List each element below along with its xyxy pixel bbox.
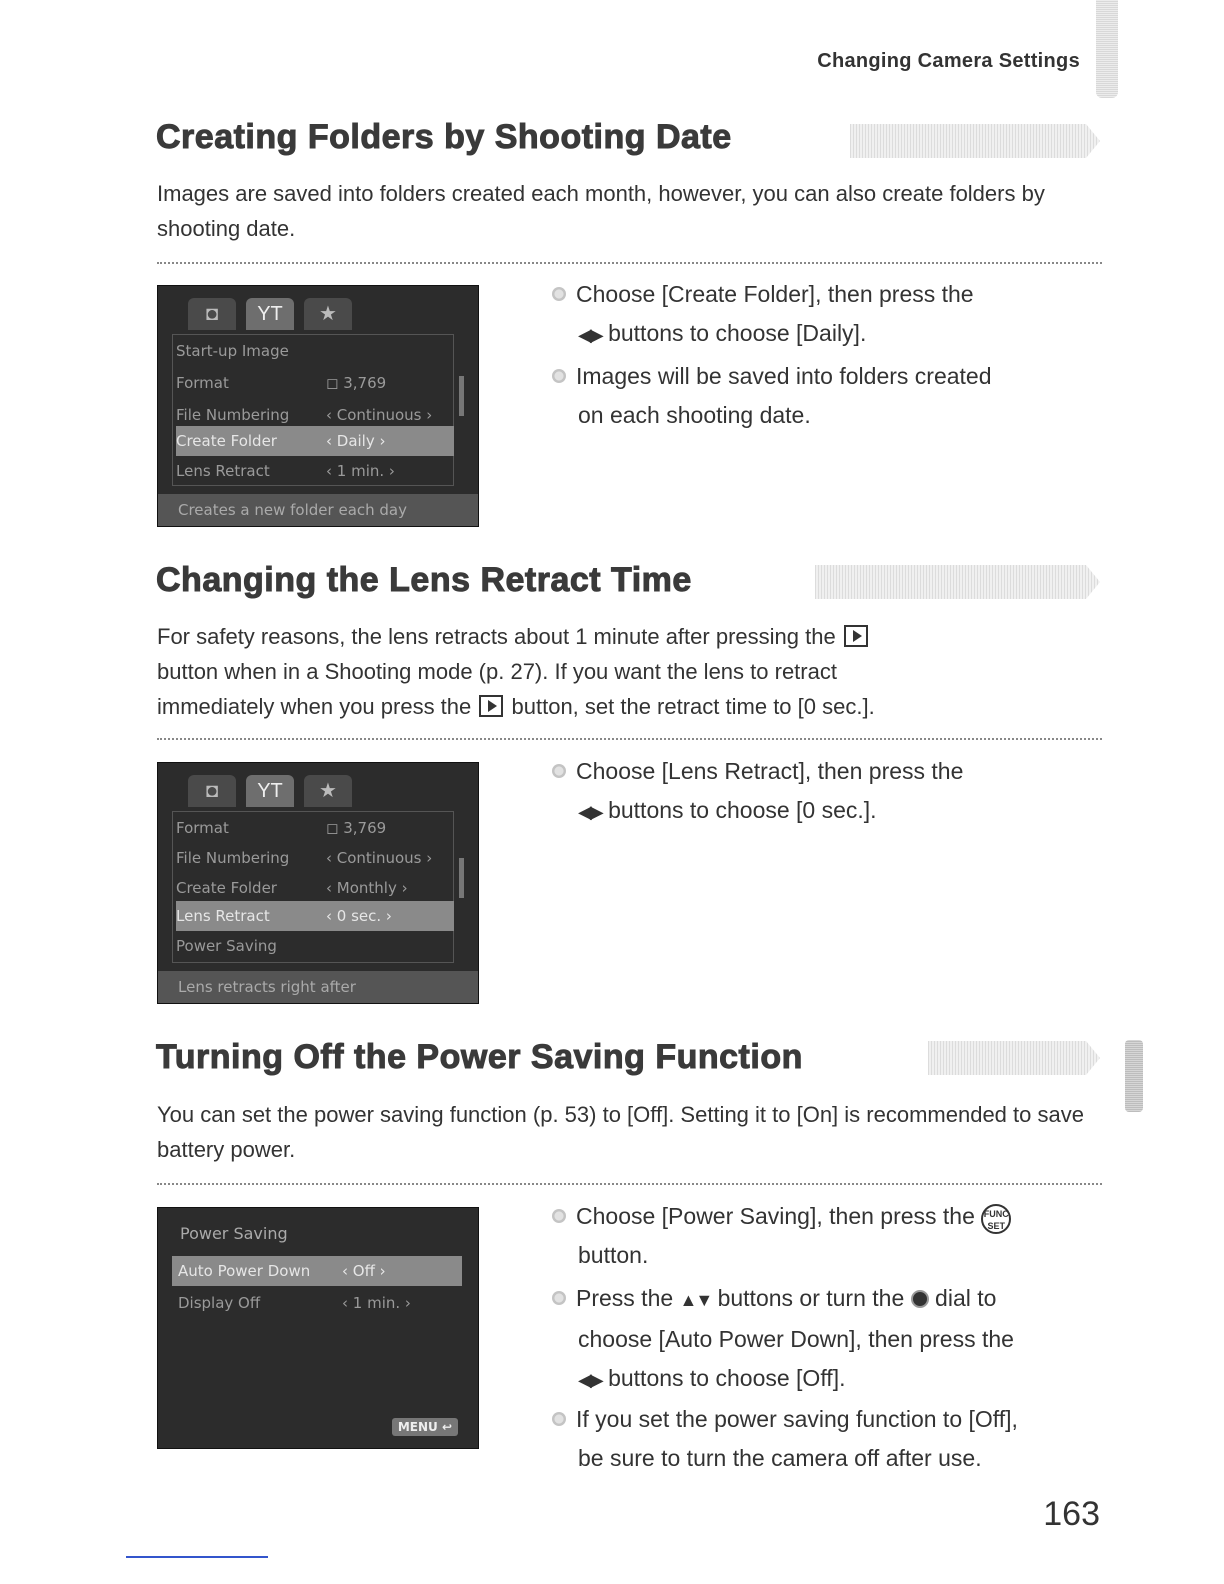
step-text: choose [Auto Power Down], then press the xyxy=(578,1326,1014,1352)
instruction-step xyxy=(552,357,1092,435)
up-down-arrows-icon: ▲▼ xyxy=(679,1290,712,1310)
instruction-step xyxy=(552,275,1092,355)
step-text: buttons or turn the xyxy=(717,1285,905,1311)
menu-row-label: Start-up Image xyxy=(176,342,289,360)
section-intro-lens xyxy=(157,619,1102,724)
intro-text: immediately when you press the xyxy=(157,694,472,719)
step-text: dial to xyxy=(935,1285,997,1311)
step-text: on each shooting date. xyxy=(578,402,811,428)
menu-hint: Creates a new folder each day xyxy=(158,494,478,526)
menu-row-label: Create Folder xyxy=(176,879,277,897)
menu-row-label: Format xyxy=(176,374,229,392)
menu-row-value: ◻ 3,769 xyxy=(326,819,387,837)
control-dial-icon xyxy=(911,1290,929,1308)
title-bar-decoration xyxy=(850,124,1100,158)
menu-label: MENU xyxy=(397,1420,438,1434)
menu-row xyxy=(176,843,454,873)
menu-row-label: Format xyxy=(176,819,229,837)
step-text: If you set the power saving function to [Off], xyxy=(576,1406,1018,1432)
menu-tabs xyxy=(188,775,388,809)
menu-row-label: Create Folder xyxy=(176,432,277,450)
section-title-power: Turning Off the Power Saving Function xyxy=(156,1038,803,1076)
menu-row xyxy=(172,1288,462,1318)
menu-row-selected xyxy=(172,1256,462,1286)
left-right-arrows-icon: ◀▶ xyxy=(578,802,602,822)
intro-text: button, set the retract time to [0 sec.]. xyxy=(511,694,875,719)
step-text: buttons to choose [0 sec.]. xyxy=(608,797,877,823)
menu-back-icon: MENU ↩ xyxy=(392,1418,458,1436)
bullet-icon xyxy=(552,369,566,383)
menu-row xyxy=(176,873,454,903)
menu-row-value: ‹ Monthly › xyxy=(326,879,408,897)
bullet-icon xyxy=(552,287,566,301)
camera-tab-icon: ◘ xyxy=(188,298,236,330)
section-title-lens: Changing the Lens Retract Time xyxy=(156,561,692,599)
section-title-folders: Creating Folders by Shooting Date xyxy=(156,118,732,156)
menu-row-value: ◻ 3,769 xyxy=(326,374,387,392)
menu-row xyxy=(176,336,454,366)
menu-row-value: ‹ Off › xyxy=(342,1262,386,1280)
menu-row-label: Display Off xyxy=(178,1294,261,1312)
menu-row-label: File Numbering xyxy=(176,406,290,424)
page-number: 163 xyxy=(1043,1495,1100,1533)
my-menu-tab-icon: ★ xyxy=(304,775,352,807)
section-intro-power: You can set the power saving function (p. 53) to [Off]. Setting it to [On] is recommended to save battery power. xyxy=(157,1102,1084,1162)
running-header: Changing Camera Settings xyxy=(817,50,1080,72)
step-text: Choose [Create Folder], then press the xyxy=(576,281,974,307)
menu-row-value: ‹ 1 min. › xyxy=(326,462,395,480)
playback-button-icon xyxy=(844,625,868,647)
chapter-tab xyxy=(1125,1040,1143,1112)
step-text: be sure to turn the camera off after use. xyxy=(578,1445,982,1471)
step-text: buttons to choose [Off]. xyxy=(608,1365,846,1391)
corner-tab xyxy=(1096,0,1118,98)
menu-row-selected xyxy=(176,426,454,456)
instruction-step xyxy=(552,752,1092,832)
menu-row-selected xyxy=(176,901,454,931)
camera-tab-icon: ◘ xyxy=(188,775,236,807)
menu-row-label: Power Saving xyxy=(176,937,277,955)
section-divider xyxy=(157,738,1102,740)
menu-row xyxy=(176,931,454,961)
step-text: Choose [Power Saving], then press the xyxy=(576,1203,975,1229)
settings-tab-icon: YT xyxy=(246,298,294,330)
menu-tabs xyxy=(188,298,388,332)
camera-screen-create-folder xyxy=(157,285,479,527)
step-text: buttons to choose [Daily]. xyxy=(608,320,867,346)
step-text: Images will be saved into folders created xyxy=(576,363,992,389)
menu-row-value: ‹ 1 min. › xyxy=(342,1294,411,1312)
section-divider xyxy=(157,262,1102,264)
camera-screen-lens-retract xyxy=(157,762,479,1004)
step-text: button. xyxy=(578,1242,649,1268)
menu-scrollbar xyxy=(459,376,464,416)
menu-scrollbar xyxy=(459,858,464,898)
intro-text: For safety reasons, the lens retracts about 1 minute after pressing the xyxy=(157,624,836,649)
screen-heading: Power Saving xyxy=(180,1224,288,1243)
menu-row-value: ‹ Continuous › xyxy=(326,849,433,867)
instruction-step xyxy=(552,1400,1092,1478)
left-right-arrows-icon: ◀▶ xyxy=(578,1370,602,1390)
bullet-icon xyxy=(552,1209,566,1223)
menu-row-label: File Numbering xyxy=(176,849,290,867)
camera-screen-power-saving xyxy=(157,1207,479,1449)
menu-row-value: ‹ Daily › xyxy=(326,432,386,450)
menu-row xyxy=(176,368,454,398)
title-bar-decoration xyxy=(928,1041,1100,1075)
bullet-icon xyxy=(552,1291,566,1305)
menu-row-label: Lens Retract xyxy=(176,462,270,480)
step-text: Press the xyxy=(576,1285,674,1311)
menu-row xyxy=(176,456,454,486)
intro-text: button when in a Shooting mode (p. 27). If you want the lens to retract xyxy=(157,659,837,684)
playback-button-icon xyxy=(479,695,503,717)
menu-row xyxy=(176,813,454,843)
bullet-icon xyxy=(552,1412,566,1426)
menu-row-label: Lens Retract xyxy=(176,907,270,925)
menu-row-value: ‹ 0 sec. › xyxy=(326,907,392,925)
step-text: Choose [Lens Retract], then press the xyxy=(576,758,964,784)
func-set-button-icon: FUNC SET xyxy=(981,1204,1011,1234)
instruction-step xyxy=(552,1279,1092,1400)
section-divider xyxy=(157,1183,1102,1185)
menu-row-value: ‹ Continuous › xyxy=(326,406,433,424)
menu-row-label: Auto Power Down xyxy=(178,1262,311,1280)
instruction-step xyxy=(552,1197,1112,1275)
title-bar-decoration xyxy=(815,565,1100,599)
section-intro-folders: Images are saved into folders created each month, however, you can also create folders by shooting date. xyxy=(157,181,1045,241)
footer-line xyxy=(126,1556,268,1558)
bullet-icon xyxy=(552,764,566,778)
left-right-arrows-icon: ◀▶ xyxy=(578,325,602,345)
settings-tab-icon: YT xyxy=(246,775,294,807)
menu-hint: Lens retracts right after xyxy=(158,971,478,1003)
my-menu-tab-icon: ★ xyxy=(304,298,352,330)
